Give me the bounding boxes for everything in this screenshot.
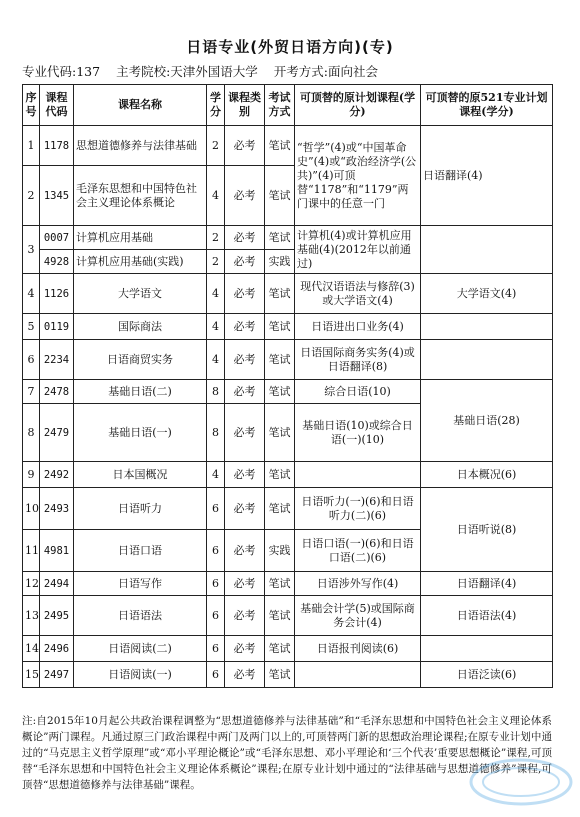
cell-type: 必考 [225,126,265,166]
cell-code: 2493 [40,488,74,530]
table-row [23,126,553,166]
course-table [22,84,553,688]
cell-code: 2478 [40,380,74,404]
cell-replace521 [421,636,553,662]
cell-type: 必考 [225,226,265,250]
table-row [23,314,553,340]
table-row [23,274,553,314]
cell-type: 必考 [225,662,265,688]
cell-name: 思想道德修养与法律基础 [74,126,207,166]
cell-seq: 11 [23,530,40,572]
cell-replace521 [421,314,553,340]
footnote: 注:自2015年10月起公共政治课程调整为“思想道德修养与法律基础”和“毛泽东思想和中国特色社会主义理论体系概论”两门课程。凡通过原三门政治课程中两门及两门以上的,可顶替两门新的思想政治理论课程;在原专业计划中通过的“马克思主义哲学原理”或“邓小平理论概论”或“毛泽东思想、邓小平理论和‘三个代表’重要思想概论”课程,可顶替“毛泽东思想和中国特色社会主义理论体系概论”课程;在原专业计划中通过的“法律基础与思想道德修养”课程,可顶替“思想道德修养与法律基础”课程。 [22,715,552,791]
cell-seq: 6 [23,340,40,380]
cell-replace: 日语口语(一)(6)和日语口语(二)(6) [295,530,421,572]
cell-replace: 日语国际商务实务(4)或日语翻译(8) [295,340,421,380]
program-meta [22,62,390,80]
cell-replace521 [421,226,553,274]
exam-school: 主考院校:天津外国语大学 [116,64,258,79]
cell-credit: 6 [207,636,225,662]
cell-replace: 日语报刊阅读(6) [295,636,421,662]
cell-exam: 笔试 [265,662,295,688]
cell-seq: 9 [23,462,40,488]
table-row [23,462,553,488]
cell-replace521: 日本概况(6) [421,462,553,488]
cell-replace521: 基础日语(28) [421,380,553,462]
cell-type: 必考 [225,380,265,404]
cell-code: 1126 [40,274,74,314]
header-replace521: 可顶替的原521专业计划课程(学分) [421,85,553,126]
table-row [23,636,553,662]
cell-replace521: 日语翻译(4) [421,572,553,596]
cell-credit: 6 [207,596,225,636]
cell-replace [295,462,421,488]
cell-exam: 实践 [265,250,295,274]
cell-credit: 4 [207,462,225,488]
cell-replace: 基础会计学(5)或国际商务会计(4) [295,596,421,636]
header-name: 课程名称 [74,85,207,126]
table-row [23,596,553,636]
cell-seq: 7 [23,380,40,404]
cell-replace521: 日语翻译(4) [421,126,553,226]
cell-exam: 笔试 [265,314,295,340]
cell-code: 0007 [40,226,74,250]
cell-exam: 实践 [265,530,295,572]
cell-name: 国际商法 [74,314,207,340]
cell-exam: 笔试 [265,126,295,166]
cell-type: 必考 [225,274,265,314]
cell-replace521: 日语语法(4) [421,596,553,636]
cell-credit: 6 [207,572,225,596]
header-code: 课程代码 [40,85,74,126]
header-type: 课程类别 [225,85,265,126]
cell-type: 必考 [225,530,265,572]
cell-credit: 2 [207,250,225,274]
cell-exam: 笔试 [265,226,295,250]
cell-code: 2496 [40,636,74,662]
cell-exam: 笔试 [265,340,295,380]
table-row [23,340,553,380]
cell-code: 2497 [40,662,74,688]
cell-credit: 2 [207,126,225,166]
cell-seq: 1 [23,126,40,166]
cell-type: 必考 [225,250,265,274]
cell-replace [295,662,421,688]
cell-type: 必考 [225,166,265,226]
cell-exam: 笔试 [265,488,295,530]
cell-seq: 8 [23,404,40,462]
table-row [23,572,553,596]
cell-name: 大学语文 [74,274,207,314]
cell-name: 计算机应用基础 [74,226,207,250]
page-title: 日语专业(外贸日语方向)(专) [186,38,394,56]
cell-exam: 笔试 [265,572,295,596]
cell-code: 4928 [40,250,74,274]
cell-name: 日语语法 [74,596,207,636]
cell-credit: 8 [207,404,225,462]
cell-credit: 6 [207,530,225,572]
program-code: 专业代码:137 [22,64,101,79]
cell-type: 必考 [225,462,265,488]
cell-type: 必考 [225,340,265,380]
cell-seq: 4 [23,274,40,314]
cell-name: 毛泽东思想和中国特色社会主义理论体系概论 [74,166,207,226]
cell-replace: 计算机(4)或计算机应用基础(4)(2012年以前通过) [295,226,421,274]
cell-replace: 日语涉外写作(4) [295,572,421,596]
cell-code: 2479 [40,404,74,462]
cell-exam: 笔试 [265,596,295,636]
cell-code: 2234 [40,340,74,380]
cell-exam: 笔试 [265,462,295,488]
cell-name: 日语阅读(一) [74,662,207,688]
cell-seq: 14 [23,636,40,662]
cell-credit: 4 [207,314,225,340]
cell-seq: 2 [23,166,40,226]
cell-credit: 6 [207,488,225,530]
exam-mode: 开考方式:面向社会 [273,64,378,79]
cell-type: 必考 [225,572,265,596]
header-seq: 序号 [23,85,40,126]
cell-replace: 基础日语(10)或综合日语(一)(10) [295,404,421,462]
cell-type: 必考 [225,404,265,462]
cell-name: 日语商贸实务 [74,340,207,380]
header-replace: 可顶替的原计划课程(学分) [295,85,421,126]
cell-name: 日语口语 [74,530,207,572]
cell-code: 0119 [40,314,74,340]
cell-code: 1178 [40,126,74,166]
table-row [23,488,553,530]
cell-credit: 4 [207,340,225,380]
cell-replace: 现代汉语语法与修辞(3)或大学语文(4) [295,274,421,314]
cell-code: 2495 [40,596,74,636]
cell-exam: 笔试 [265,380,295,404]
cell-exam: 笔试 [265,166,295,226]
cell-seq: 3 [23,226,40,274]
cell-credit: 8 [207,380,225,404]
header-exam: 考试方式 [265,85,295,126]
cell-replace521: 日语听说(8) [421,488,553,572]
cell-replace521: 日语泛读(6) [421,662,553,688]
cell-replace: “哲学”(4)或“中国革命史”(4)或“政治经济学(公共)”(4)可顶替“1178”和“1179”两门课中的任意一门 [295,126,421,226]
cell-name: 日语写作 [74,572,207,596]
cell-exam: 笔试 [265,404,295,462]
cell-replace521 [421,340,553,380]
cell-replace: 日语听力(一)(6)和日语听力(二)(6) [295,488,421,530]
cell-replace: 日语进出口业务(4) [295,314,421,340]
table-header-row [23,85,553,126]
cell-exam: 笔试 [265,274,295,314]
cell-name: 基础日语(二) [74,380,207,404]
cell-name: 日语阅读(二) [74,636,207,662]
cell-exam: 笔试 [265,636,295,662]
cell-credit: 2 [207,226,225,250]
cell-seq: 15 [23,662,40,688]
cell-credit: 6 [207,662,225,688]
cell-code: 4981 [40,530,74,572]
cell-seq: 5 [23,314,40,340]
table-row [23,662,553,688]
cell-name: 日本国概况 [74,462,207,488]
cell-credit: 4 [207,166,225,226]
cell-type: 必考 [225,636,265,662]
cell-credit: 4 [207,274,225,314]
cell-code: 2492 [40,462,74,488]
cell-replace521: 大学语文(4) [421,274,553,314]
cell-seq: 12 [23,572,40,596]
cell-type: 必考 [225,488,265,530]
cell-replace: 综合日语(10) [295,380,421,404]
cell-name: 日语听力 [74,488,207,530]
table-row [23,380,553,404]
cell-name: 计算机应用基础(实践) [74,250,207,274]
site-watermark-logo [466,752,576,812]
cell-type: 必考 [225,596,265,636]
cell-code: 1345 [40,166,74,226]
header-credit: 学分 [207,85,225,126]
cell-seq: 13 [23,596,40,636]
cell-code: 2494 [40,572,74,596]
table-row [23,226,553,250]
cell-seq: 10 [23,488,40,530]
cell-name: 基础日语(一) [74,404,207,462]
cell-type: 必考 [225,314,265,340]
